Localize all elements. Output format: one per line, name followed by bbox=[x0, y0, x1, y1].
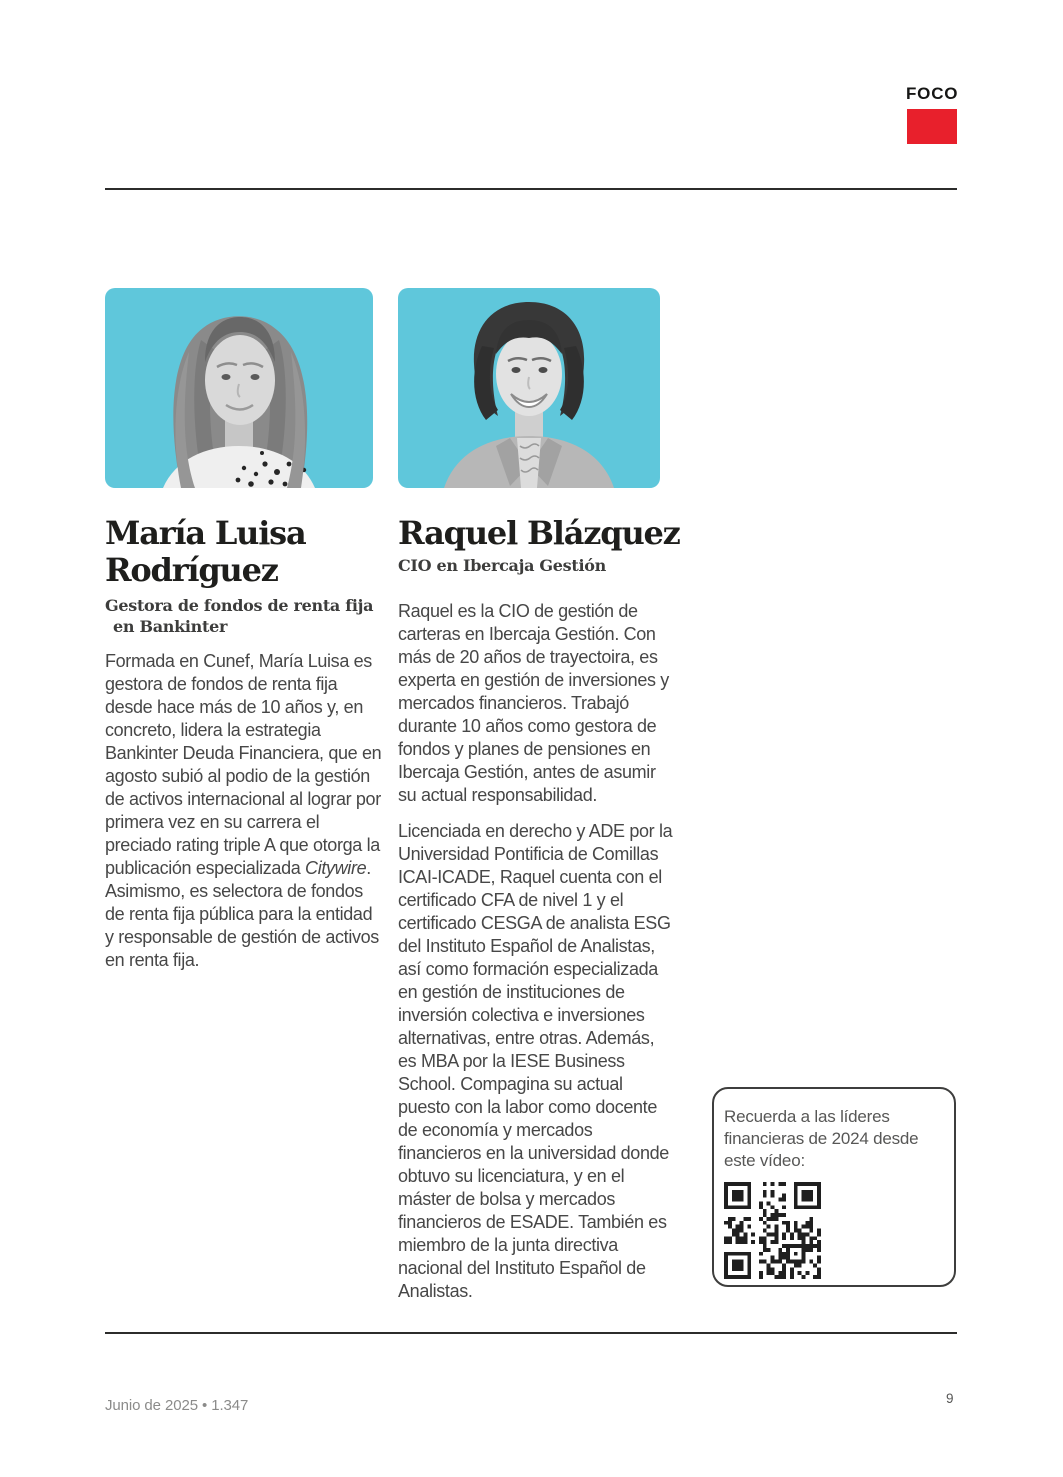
profile-raquel-blazquez bbox=[398, 514, 680, 1303]
profile-bio-paragraph-2: Licenciada en derecho y ADE por la Universidad Pontificia de Comillas ICAI-ICADE, Raquel cuenta con el certificado CFA de nivel 1 y el certificado CESGA de analista ESG del Instituto Español de Analistas, así como formación especializada en gestión de instituciones de inversión colectiva e inversiones alternativas, entre otras. Además, es MBA por la IESE Business School. Compagina su actual puesto con la labor como docente de economía y mercados financieros en la universidad donde obtuvo su licenciatura, y en el máster de bolsa y mercados financieros de ESADE. También es miembro de la junta directiva nacional del Instituto Español de Analistas. bbox=[398, 821, 673, 1301]
profile-role bbox=[398, 555, 676, 576]
qr-code-icon bbox=[724, 1182, 821, 1279]
bio-text-after: . Asimismo, es selectora de fondos de renta fija pública para la entidad y responsable de gestión de activos en renta fija. bbox=[105, 858, 379, 970]
role-line-1: Gestora de fondos de renta fija bbox=[105, 596, 374, 615]
portrait-woman-short-hair-icon bbox=[398, 288, 660, 488]
accent-square bbox=[907, 109, 957, 144]
profile-name: Raquel Blázquez bbox=[398, 514, 680, 552]
role-line-1: CIO en Ibercaja Gestión bbox=[398, 556, 606, 575]
profile-role bbox=[105, 595, 385, 637]
qr-callout-box bbox=[712, 1087, 956, 1287]
photo-raquel bbox=[398, 288, 660, 488]
page-number: 9 bbox=[946, 1391, 954, 1406]
profile-bio-paragraph-1: Raquel es la CIO de gestión de carteras en Ibercaja Gestión. Con más de 20 años de trayectoira, es experta en gestión de inversiones y mercados financieros. Trabajó durante 10 años como gestora de fondos y planes de pensiones en Ibercaja Gestión, antes de asumir su actual responsabilidad. bbox=[398, 601, 669, 805]
top-rule bbox=[105, 188, 957, 190]
section-label: FOCO bbox=[906, 84, 959, 103]
bio-text-before: Formada en Cunef, María Luisa es gestora de fondos de renta fija desde hace más de 10 años y, en concreto, lidera la estrategia Bankinter Deuda Financiera, que en agosto subió al podio de la gestión de activos internacional al lograr por primera vez en su carrera el preciado rating triple A que otorga la publicación especializada bbox=[105, 651, 382, 878]
photo-maria-luisa bbox=[105, 288, 373, 488]
profile-name: María Luisa Rodríguez bbox=[105, 514, 306, 589]
bio-text-italic: Citywire bbox=[305, 858, 367, 878]
qr-caption: Recuerda a las líderes financieras de 2024 desde este vídeo: bbox=[724, 1107, 919, 1170]
profile-maria-luisa-rodriguez bbox=[105, 515, 385, 972]
role-line-2: en Bankinter bbox=[113, 617, 228, 636]
footer-issue-date: Junio de 2025 • 1.347 bbox=[105, 1397, 249, 1414]
portrait-woman-long-hair-icon bbox=[105, 288, 373, 488]
bottom-rule bbox=[105, 1332, 957, 1334]
profile-bio bbox=[105, 650, 385, 972]
